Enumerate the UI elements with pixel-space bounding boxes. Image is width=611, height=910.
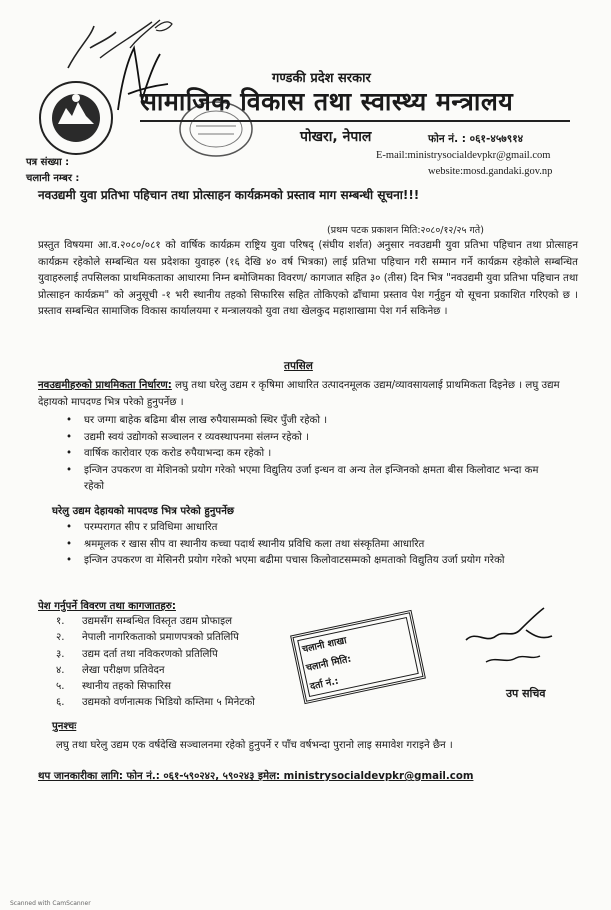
priority-label: नवउद्यमीहरुको प्राथमिकता निर्धारण:: [38, 380, 172, 391]
scanner-watermark: Scanned with CamScanner: [10, 900, 91, 907]
priority-text: लघु तथा घरेलु उद्यम र कृषिमा आधारित उत्पादनमूलक उद्यम/व्यावसायलाई प्राथमिकता दिइनेछ । लघु उद्यम देहायको मापदण्ड भित्र परेको हुनुपर्नेछ ।: [38, 380, 560, 408]
list-item: • उद्यमी स्वयं उद्योगको सञ्चालन र व्यवस्थापनमा संलग्न रहेको ।: [54, 430, 554, 447]
government-name: गण्डकी प्रदेश सरकार: [272, 71, 371, 86]
dispatch-number-label: चलानी नम्बर :: [26, 173, 80, 184]
list-item: २. नेपाली नागरिकताको प्रमाणपत्रको प्रतिलिपि: [56, 632, 239, 644]
list-item: • घर जग्गा बाहेक बढिमा बीस लाख रुपैयासम्मको स्थिर पुँजी रहेको ।: [54, 413, 554, 430]
notice-subject: नवउद्यमी युवा प्रतिभा पहिचान तथा प्रोत्साहन कार्यक्रमको प्रस्ताव माग सम्बन्धी सूचना!!!: [38, 188, 420, 202]
stamp-line: दर्ता नं.:: [309, 675, 340, 693]
government-emblem-seal: [36, 78, 116, 158]
officer-signature: [456, 600, 566, 680]
postscript-heading: पुनश्चः: [52, 721, 77, 732]
office-website: website:mosd.gandaki.gov.np: [428, 166, 553, 177]
cottage-enterprise-criteria: [54, 520, 554, 570]
publication-date: (प्रथम पटक प्रकाशन मिति:२०८०/१२/२५ गते): [327, 225, 484, 236]
postscript-text: लघु तथा घरेलु उद्यम एक वर्षदेखि सञ्चालनमा रहेको हुनुपर्ने र पाँच वर्षभन्दा पुरानो लाइ समावेश गराइने छैन ।: [56, 740, 453, 751]
office-email: E-mail:ministrysocialdevpkr@gmail.com: [376, 150, 551, 161]
list-item: • श्रममूलक र खास सीप वा स्थानीय कच्चा पदार्थ स्थानीय प्रविधि कला तथा संस्कृतिमा आधारित: [54, 537, 554, 554]
signatory-title: उप सचिव: [506, 687, 546, 700]
details-heading: तपसिल: [284, 360, 313, 372]
office-location: पोखरा, नेपाल: [300, 129, 372, 145]
stamp-line: चलानी मिति:: [305, 653, 353, 674]
list-item: • इन्जिन उपकरण वा मेसिनरी प्रयोग गरेको भएमा बढीमा पचास किलोवाटसम्मको क्षमताको विद्युतिय उर्जा प्रयोग गरेको: [54, 553, 554, 570]
office-phone: फोन नं. : ०६१-४५७९१४: [428, 133, 524, 145]
list-item: • इन्जिन उपकरण वा मेशिनको प्रयोग गरेको भएमा विद्युतिय उर्जा इन्धन वा अन्य तेल इन्जिनको क्षमता बीस किलोवाट भन्दा कम रहेको: [54, 463, 554, 496]
list-item: १. उद्यमसँग सम्बन्धित विस्तृत उद्यम प्रोफाइल: [56, 616, 233, 627]
list-item: • वार्षिक कारोवार एक करोड रुपैयाभन्दा कम रहेको ।: [54, 446, 554, 463]
list-item: ५. स्थानीय तहको सिफारिस: [56, 681, 171, 693]
cottage-criteria-heading: घरेलु उद्यम देहायको मापदण्ड भित्र परेको हुनुपर्नेछ: [52, 506, 234, 517]
list-item: ६. उद्यमको वर्णनात्मक भिडियो कम्तिमा ५ मिनेटको: [56, 697, 255, 709]
header-divider: [140, 120, 570, 122]
micro-enterprise-criteria: [54, 413, 554, 496]
list-item: ३. उद्यम दर्ता तथा नविकरणको प्रतिलिपि: [56, 648, 218, 660]
list-item: ४. लेखा परीक्षण प्रतिवेदन: [56, 664, 165, 676]
contact-info: थप जानकारीका लागि: फोन नं.: ०६१-५९०२४२, ५९०२४३ इमेल: ministrysocialdevpkr@gmail.com: [38, 771, 474, 782]
documents-heading: पेश गर्नुपर्ने विवरण तथा कागजातहरु:: [38, 601, 176, 612]
stamp-line: चलानी शाखा: [301, 635, 348, 656]
list-item: • परम्परागत सीप र प्रविधिमा आधारित: [54, 520, 554, 537]
ministry-name: सामाजिक विकास तथा स्वास्थ्य मन्त्रालय: [140, 87, 514, 116]
intro-paragraph: प्रस्तुत विषयमा आ.व.२०८०/०८१ को वार्षिक कार्यक्रम राष्ट्रिय युवा परिषद् (संघीय शर्शत) अनुसार नवउद्यमी युवा प्रतिभा पहिचान तथा प्रोत्साहन कार्यक्रम रहेकोले सम्बन्धित यस प्रदेशका युवाहरु (१६ देखि ४० वर्ष भित्रका) लाई प्रतिभा पहिचान गरी सम्मान गर्ने कार्यक्रम रहेकोले सम्बन्धित युवाहरुलाई तपसिलका प्राथमिकताका आधारमा निम्न बमोजिमका विवरण/ कागजात सहित ३० (तीस) दिन भित्र "नवउद्यमी युवा प्रतिभा पहिचान तथा प्रोत्साहन कार्यक्रम" को अनुसूची -१ भरी स्थानीय तहको सिफारिस सहित तोकिएको ढाँचामा प्रस्ताव पेश गर्नुहुन यो सूचना प्रकाशित गरिएको छ । प्रस्ताव सम्बन्धित सामाजिक विकास कार्यालयमा र मन्त्रालयको युवा तथा खेलकुद महाशाखामा पेश गर्न सकिनेछ ।: [38, 240, 578, 318]
priority-paragraph: [38, 378, 578, 411]
letter-number-label: पत्र संख्या :: [26, 157, 70, 168]
